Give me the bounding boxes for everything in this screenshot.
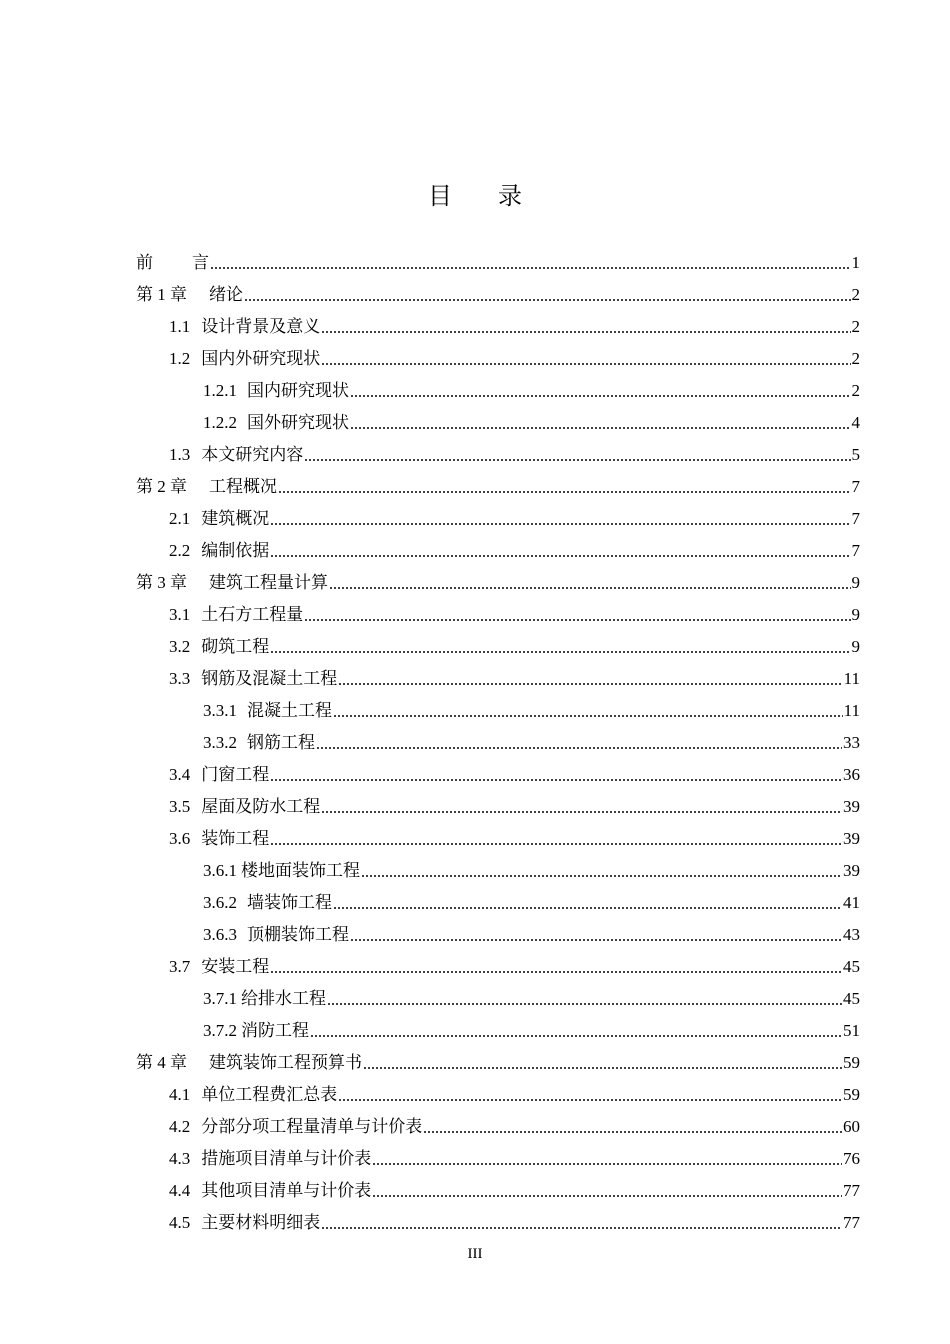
toc-entry-page: 33 — [843, 733, 860, 752]
toc-entry-title — [169, 1207, 320, 1239]
toc-entry[interactable] — [136, 1207, 860, 1239]
dot-leader — [423, 1130, 842, 1134]
toc-entry-label: 混凝土工程 — [247, 701, 332, 720]
toc-entry-number: 3.6.2 — [203, 893, 237, 912]
toc-entry-page: 2 — [851, 381, 860, 400]
toc-entry-page: 9 — [851, 637, 860, 656]
page-number: III — [467, 1246, 483, 1262]
toc-entry[interactable] — [136, 1079, 860, 1111]
toc-entry-title — [169, 535, 269, 567]
toc-entry-page: 39 — [843, 829, 860, 848]
toc-entry-page: 45 — [843, 989, 860, 1008]
dot-leader — [361, 874, 842, 878]
toc-entry-label: 建筑概况 — [201, 509, 270, 528]
toc-entry[interactable] — [136, 471, 860, 503]
dot-leader — [321, 330, 850, 334]
dot-leader — [333, 714, 843, 718]
toc-entry-page: 36 — [843, 765, 860, 784]
toc-entry-page: 41 — [843, 893, 860, 912]
toc-entry-label: 单位工程费汇总表 — [201, 1085, 338, 1104]
dot-leader — [338, 1098, 842, 1102]
toc-entry[interactable] — [136, 279, 860, 311]
dot-leader — [372, 1194, 842, 1198]
dot-leader — [350, 394, 851, 398]
toc-entry-title — [203, 727, 315, 759]
toc-entry-page: 9 — [851, 573, 860, 592]
toc-entry[interactable] — [136, 823, 860, 855]
toc-entry-number: 第 1 章 — [136, 285, 187, 304]
toc-entry-title — [203, 887, 332, 919]
toc-entry-number: 1.2.1 — [203, 381, 237, 400]
toc-entry-page: 2 — [851, 349, 860, 368]
toc-entry-number: 4.1 — [169, 1085, 191, 1104]
toc-entry-page: 39 — [843, 797, 860, 816]
title-char-1: 目 — [428, 182, 452, 210]
toc-entry-label: 钢筋及混凝土工程 — [201, 669, 338, 688]
toc-entry[interactable] — [136, 535, 860, 567]
toc-entry-page: 11 — [843, 669, 860, 688]
toc-entry-label: 分部分项工程量清单与计价表 — [201, 1117, 423, 1136]
dot-leader — [310, 1034, 842, 1038]
toc-entry-title — [169, 343, 320, 375]
toc-entry[interactable] — [136, 983, 860, 1015]
toc-entry-label: 国外研究现状 — [247, 413, 349, 432]
dot-leader — [270, 778, 842, 782]
toc-entry-label: 楼地面装饰工程 — [241, 861, 360, 880]
toc-entry-number: 4.4 — [169, 1181, 191, 1200]
toc-entry-page: 60 — [843, 1117, 860, 1136]
toc-entry-number: 第 4 章 — [136, 1053, 187, 1072]
toc-entry[interactable] — [136, 375, 860, 407]
toc-entry-label: 建筑工程量计算 — [209, 573, 328, 593]
toc-entry-title — [169, 1175, 371, 1207]
toc-entry[interactable] — [136, 919, 860, 951]
dot-leader — [350, 938, 842, 942]
toc-entry-number: 第 2 章 — [136, 477, 187, 496]
toc-entry-page: 77 — [843, 1213, 860, 1232]
toc-entry[interactable] — [136, 407, 860, 439]
toc-entry-number: 4.3 — [169, 1149, 191, 1168]
toc-entry-label: 本文研究内容 — [201, 445, 304, 464]
toc-entry-number: 3.7.2 — [203, 1021, 237, 1040]
toc-entry-number: 1.1 — [169, 317, 191, 336]
toc-entry[interactable] — [136, 503, 860, 535]
toc-entry-title — [169, 1111, 422, 1143]
toc-entry-title — [169, 1143, 371, 1175]
dot-leader — [270, 970, 842, 974]
toc-entry[interactable] — [136, 343, 860, 375]
toc-entry-title — [169, 503, 269, 535]
toc-entry-label: 主要材料明细表 — [201, 1213, 321, 1232]
toc-entry-number: 3.3.2 — [203, 733, 237, 752]
toc-entry-number: 1.2 — [169, 349, 191, 368]
toc-entry-title — [203, 983, 326, 1015]
toc-entry-label: 建筑装饰工程预算书 — [209, 1053, 362, 1073]
toc-entry-number: 3.6 — [169, 829, 191, 848]
toc-entry-title — [169, 599, 303, 631]
toc-entry[interactable] — [136, 791, 860, 823]
toc-entry-page: 45 — [843, 957, 860, 976]
toc-entry-number: 2.2 — [169, 541, 191, 560]
page-title — [0, 176, 950, 211]
toc-entry-label: 屋面及防水工程 — [201, 797, 321, 816]
toc-entry-label: 国内外研究现状 — [201, 349, 321, 368]
toc-entry-title — [136, 567, 328, 599]
toc-entry-page: 77 — [843, 1181, 860, 1200]
toc-entry-number: 3.6.1 — [203, 861, 237, 880]
toc-entry-title — [203, 855, 360, 887]
dot-leader — [321, 1226, 842, 1230]
toc-entry-number: 3.7 — [169, 957, 191, 976]
toc-entry-label: 安装工程 — [201, 957, 270, 976]
toc-entry-page: 76 — [843, 1149, 860, 1168]
toc-entry-page: 7 — [851, 509, 860, 528]
title-char-2: 录 — [498, 182, 522, 210]
toc-entry[interactable] — [136, 439, 860, 471]
toc-entry-page: 2 — [851, 317, 860, 336]
dot-leader — [270, 554, 850, 558]
toc-entry-number: 前 — [136, 253, 153, 273]
toc-entry[interactable] — [136, 1143, 860, 1175]
toc-entry-title — [169, 439, 303, 471]
toc-entry-label: 给排水工程 — [241, 989, 326, 1008]
toc-entry-page: 59 — [843, 1085, 860, 1104]
toc-entry[interactable] — [136, 855, 860, 887]
toc-entry-label: 装饰工程 — [201, 829, 270, 848]
toc-entry-label: 砌筑工程 — [201, 637, 270, 656]
toc-entry-page: 11 — [843, 701, 860, 720]
toc-entry-page: 43 — [843, 925, 860, 944]
toc-entry-label: 其他项目清单与计价表 — [201, 1181, 372, 1200]
toc-entry[interactable] — [136, 727, 860, 759]
toc-entry[interactable] — [136, 1015, 860, 1047]
toc-entry-label: 措施项目清单与计价表 — [201, 1149, 372, 1168]
toc-entry-number: 3.5 — [169, 797, 191, 816]
toc-entry[interactable] — [136, 311, 860, 343]
dot-leader — [338, 682, 842, 686]
toc-entry-number: 2.1 — [169, 509, 191, 528]
toc-entry-number: 1.3 — [169, 445, 191, 464]
dot-leader — [244, 298, 851, 302]
toc-entry-title — [169, 951, 269, 983]
dot-leader — [270, 522, 850, 526]
toc-entry-page: 7 — [851, 541, 860, 560]
toc-entry-page: 2 — [851, 285, 860, 304]
toc-entry-label: 绪论 — [209, 285, 243, 305]
toc-entry[interactable] — [136, 599, 860, 631]
dot-leader — [321, 810, 842, 814]
toc-entry-number: 3.3.1 — [203, 701, 237, 720]
toc-entry-number: 4.5 — [169, 1213, 191, 1232]
toc-entry-label: 言 — [192, 253, 209, 273]
toc-entry-title — [169, 1079, 337, 1111]
toc-entry-number: 3.7.1 — [203, 989, 237, 1008]
toc-entry-label: 钢筋工程 — [247, 733, 315, 752]
toc-entry-page: 4 — [851, 413, 860, 432]
toc-entry-number: 4.2 — [169, 1117, 191, 1136]
toc-entry[interactable] — [136, 1175, 860, 1207]
toc-entry-page: 5 — [851, 445, 860, 464]
toc-entry-title — [169, 759, 269, 791]
toc-entry-title — [169, 791, 320, 823]
dot-leader — [270, 650, 850, 654]
toc-entry-label: 顶棚装饰工程 — [247, 925, 349, 944]
toc-entry-label: 工程概况 — [209, 477, 277, 497]
dot-leader — [304, 618, 850, 622]
toc-entry-label: 土石方工程量 — [201, 605, 304, 624]
dot-leader — [270, 842, 842, 846]
toc-entry-number: 3.3 — [169, 669, 191, 688]
toc-entry-label: 消防工程 — [241, 1021, 309, 1040]
toc-entry-title — [169, 631, 269, 663]
dot-leader — [321, 362, 850, 366]
toc-entry[interactable] — [136, 1111, 860, 1143]
toc-entry-number: 3.2 — [169, 637, 191, 656]
toc-entry[interactable] — [136, 663, 860, 695]
table-of-contents — [136, 247, 860, 1239]
toc-entry-page: 7 — [851, 477, 860, 496]
toc-entry[interactable] — [136, 631, 860, 663]
toc-entry[interactable] — [136, 887, 860, 919]
toc-entry-title — [169, 823, 269, 855]
toc-entry-page: 9 — [851, 605, 860, 624]
toc-entry-number: 3.1 — [169, 605, 191, 624]
toc-entry-label: 编制依据 — [201, 541, 270, 560]
toc-entry-number: 1.2.2 — [203, 413, 237, 432]
dot-leader — [278, 490, 851, 494]
toc-entry[interactable] — [136, 695, 860, 727]
toc-entry-page: 59 — [843, 1053, 860, 1072]
page-footer — [0, 1246, 950, 1263]
dot-leader — [304, 458, 850, 462]
dot-leader — [210, 266, 851, 270]
toc-entry-label: 设计背景及意义 — [201, 317, 321, 336]
toc-entry-title — [203, 695, 332, 727]
dot-leader — [333, 906, 842, 910]
dot-leader — [350, 426, 851, 430]
toc-entry-title — [169, 311, 320, 343]
toc-entry[interactable] — [136, 1047, 860, 1079]
toc-entry-number: 3.6.3 — [203, 925, 237, 944]
toc-entry[interactable] — [136, 247, 860, 279]
toc-entry-title — [136, 247, 209, 279]
toc-entry-page: 39 — [843, 861, 860, 880]
toc-entry-page: 1 — [851, 253, 860, 272]
toc-entry-title — [203, 375, 349, 407]
toc-entry-title — [203, 919, 349, 951]
toc-entry-number: 3.4 — [169, 765, 191, 784]
dot-leader — [329, 586, 851, 590]
toc-entry-page: 51 — [843, 1021, 860, 1040]
toc-entry[interactable] — [136, 567, 860, 599]
dot-leader — [316, 746, 842, 750]
toc-entry-title — [136, 471, 277, 503]
toc-entry-title — [203, 407, 349, 439]
toc-entry-title — [136, 279, 243, 311]
dot-leader — [327, 1002, 842, 1006]
toc-entry-number: 第 3 章 — [136, 573, 187, 592]
toc-entry[interactable] — [136, 759, 860, 791]
toc-entry-title — [169, 663, 337, 695]
dot-leader — [372, 1162, 842, 1166]
toc-entry-title — [136, 1047, 362, 1079]
toc-entry-title — [203, 1015, 309, 1047]
dot-leader — [363, 1066, 842, 1070]
toc-entry[interactable] — [136, 951, 860, 983]
toc-entry-label: 国内研究现状 — [247, 381, 349, 400]
toc-entry-label: 墙装饰工程 — [247, 893, 332, 912]
toc-entry-label: 门窗工程 — [201, 765, 270, 784]
